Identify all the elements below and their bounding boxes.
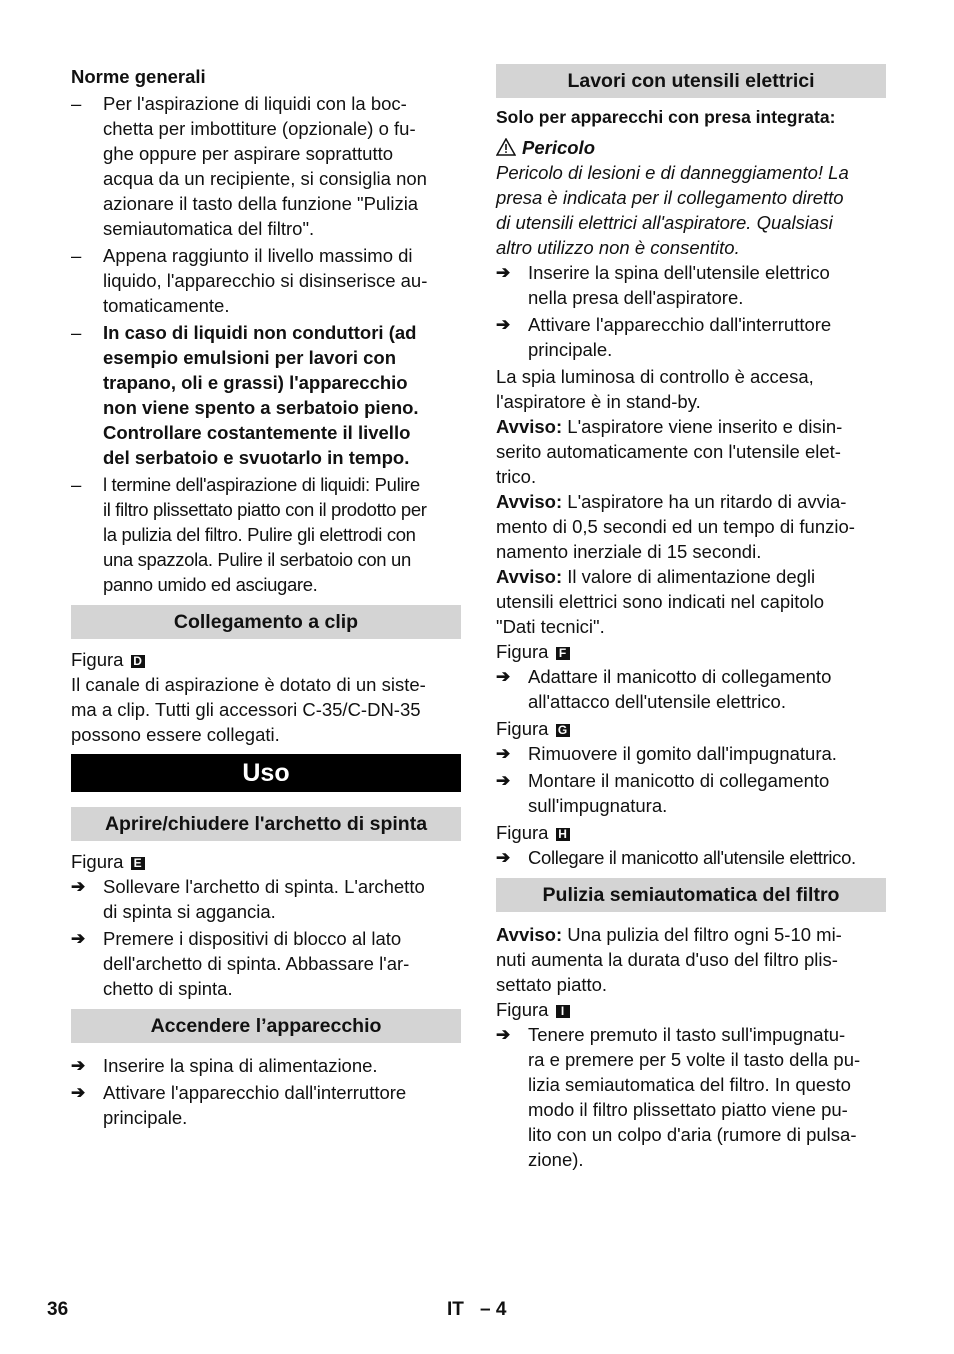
list-item-text: In caso di liquidi non conduttori (ad esempio emulsioni per lavori con trapano, oli e grassi) l'apparecchio non viene spento a serbatoio pieno. Controllare costantemente il livello del serbatoio e svuotarlo in tempo. bbox=[103, 322, 419, 468]
avviso-paragraph: Avviso: L'aspiratore ha un ritardo di avvia- mento di 0,5 secondi ed un tempo di funzio- namento inerziale di 15 secondi. bbox=[496, 491, 855, 562]
page-number: 36 bbox=[47, 1299, 69, 1320]
footer-lang: IT bbox=[447, 1299, 464, 1320]
figure-badge: F bbox=[556, 647, 570, 660]
figure-badge: I bbox=[556, 1005, 570, 1018]
danger-text: Pericolo di lesioni e di danneggiamento! La presa è indicata per il collegamento diretto di utensili elettrici all'aspiratore. Qualsiasi altro utilizzo non è consentito. bbox=[496, 162, 849, 258]
figure-ref: Figura H bbox=[496, 820, 886, 845]
paragraph: La spia luminosa di controllo è accesa, l'aspiratore è in stand-by. bbox=[496, 366, 814, 412]
dash-icon: – bbox=[71, 322, 82, 343]
step-item bbox=[71, 1080, 461, 1130]
arrow-icon: ➔ bbox=[496, 848, 510, 867]
step-text: Adattare il manicotto di collegamento all'attacco dell'utensile elettrico. bbox=[528, 666, 832, 712]
step-item bbox=[71, 926, 461, 1001]
figure-ref: Figura F bbox=[496, 639, 886, 664]
step-text: Inserire la spina dell'utensile elettrico nella presa dell'aspiratore. bbox=[528, 262, 830, 308]
step-item bbox=[71, 874, 461, 924]
danger-label: Pericolo bbox=[496, 135, 886, 160]
dash-icon: – bbox=[71, 93, 82, 114]
step-item bbox=[496, 312, 886, 362]
step-text: Montare il manicotto di collegamento sull'impugnatura. bbox=[528, 770, 830, 816]
arrow-icon: ➔ bbox=[71, 1056, 86, 1075]
list-item-text: Per l'aspirazione di liquidi con la boc- chetta per imbottiture (opzionale) o fu- ghe oppure per aspirare soprattutto acqua da un recipiente, si consiglia non azionare il tasto della funzione "Pulizia semiautomatica del filtro". bbox=[103, 93, 427, 239]
chapter-heading-uso: Uso bbox=[71, 754, 461, 792]
section-heading-collegamento: Collegamento a clip bbox=[71, 605, 461, 639]
left-column bbox=[71, 64, 461, 1132]
arrow-icon: ➔ bbox=[71, 1083, 86, 1102]
right-column bbox=[496, 64, 886, 1174]
avviso-paragraph: Avviso: Una pulizia del filtro ogni 5-10 mi- nuti aumenta la durata d'uso del filtro plis- settato piatto. bbox=[496, 924, 842, 995]
list-item bbox=[71, 243, 461, 318]
avviso-label: Avviso: bbox=[496, 566, 563, 587]
arrow-icon: ➔ bbox=[71, 929, 86, 948]
figure-ref: Figura D bbox=[71, 647, 461, 672]
figure-ref: Figura G bbox=[496, 716, 886, 741]
arrow-icon: ➔ bbox=[496, 667, 511, 686]
avviso-label: Avviso: bbox=[496, 491, 563, 512]
step-text: Tenere premuto il tasto sull'impugnatu- ra e premere per 5 volte il tasto della pu- lizia semiautomatica del filtro. In questo modo il filtro plissettato piatto viene pu- lito con un colpo d'aria (rumore di pulsa- zione). bbox=[528, 1024, 861, 1170]
list-item-text: Appena raggiunto il livello massimo di liquido, l'apparecchio si disinserisce au- tomaticamente. bbox=[103, 245, 428, 316]
section-heading-pulizia: Pulizia semiautomatica del filtro bbox=[496, 878, 886, 912]
step-item bbox=[496, 664, 886, 714]
step-text: Inserire la spina di alimentazione. bbox=[103, 1055, 378, 1076]
figure-ref: Figura E bbox=[71, 849, 461, 874]
step-text: Sollevare l'archetto di spinta. L'archetto di spinta si aggancia. bbox=[103, 876, 425, 922]
section-heading-lavori: Lavori con utensili elettrici bbox=[496, 64, 886, 98]
section-heading-archetto: Aprire/chiudere l'archetto di spinta bbox=[71, 807, 461, 841]
list-item bbox=[71, 91, 461, 241]
section-heading-accendere: Accendere l’apparecchio bbox=[71, 1009, 461, 1043]
step-item bbox=[496, 260, 886, 310]
arrow-icon: ➔ bbox=[496, 744, 511, 763]
figure-badge: H bbox=[556, 828, 570, 841]
avviso-label: Avviso: bbox=[496, 924, 563, 945]
avviso-paragraph: Avviso: L'aspiratore viene inserito e disin- serito automaticamente con l'utensile elet- trico. bbox=[496, 416, 843, 487]
step-item bbox=[496, 845, 886, 870]
step-item bbox=[496, 768, 886, 818]
step-text: Rimuovere il gomito dall'impugnatura. bbox=[528, 743, 837, 764]
step-item bbox=[71, 1053, 461, 1078]
arrow-icon: ➔ bbox=[71, 877, 86, 896]
avviso-paragraph: Avviso: Il valore di alimentazione degli utensili elettrici sono indicati nel capitolo "Dati tecnici". bbox=[496, 566, 825, 637]
requirement-note: Solo per apparecchi con presa integrata: bbox=[496, 107, 836, 127]
figure-ref: Figura I bbox=[496, 997, 886, 1022]
step-text: Attivare l'apparecchio dall'interruttore principale. bbox=[103, 1082, 407, 1128]
footer-section: – 4 bbox=[480, 1299, 507, 1320]
arrow-icon: ➔ bbox=[496, 1025, 511, 1044]
figure-badge: E bbox=[131, 857, 145, 870]
figure-badge: D bbox=[131, 655, 145, 668]
step-text: Collegare il manicotto all'utensile elettrico. bbox=[528, 847, 856, 868]
general-heading: Norme generali bbox=[71, 66, 206, 87]
warning-triangle-icon bbox=[496, 138, 516, 156]
arrow-icon: ➔ bbox=[496, 315, 511, 334]
list-item bbox=[71, 472, 461, 597]
avviso-label: Avviso: bbox=[496, 416, 563, 437]
figure-badge: G bbox=[556, 724, 570, 737]
arrow-icon: ➔ bbox=[496, 771, 511, 790]
list-item bbox=[71, 320, 461, 470]
step-item bbox=[496, 1022, 886, 1172]
dash-icon: – bbox=[71, 474, 81, 495]
step-text: Attivare l'apparecchio dall'interruttore principale. bbox=[528, 314, 832, 360]
step-item bbox=[496, 741, 886, 766]
paragraph: Il canale di aspirazione è dotato di un siste- ma a clip. Tutti gli accessori C-35/C-DN-35 possono essere collegati. bbox=[71, 674, 426, 745]
step-text: Premere i dispositivi di blocco al lato dell'archetto di spinta. Abbassare l'ar- chetto di spinta. bbox=[103, 928, 410, 999]
list-item-text: l termine dell'aspirazione di liquidi: Pulire il filtro plissettato piatto con il prodotto per la pulizia del filtro. Pulire gli elettrodi con una spazzola. Pulire il serbatoio con un panno umido ed asciugare. bbox=[103, 474, 427, 595]
dash-icon: – bbox=[71, 245, 82, 266]
arrow-icon: ➔ bbox=[496, 263, 511, 282]
